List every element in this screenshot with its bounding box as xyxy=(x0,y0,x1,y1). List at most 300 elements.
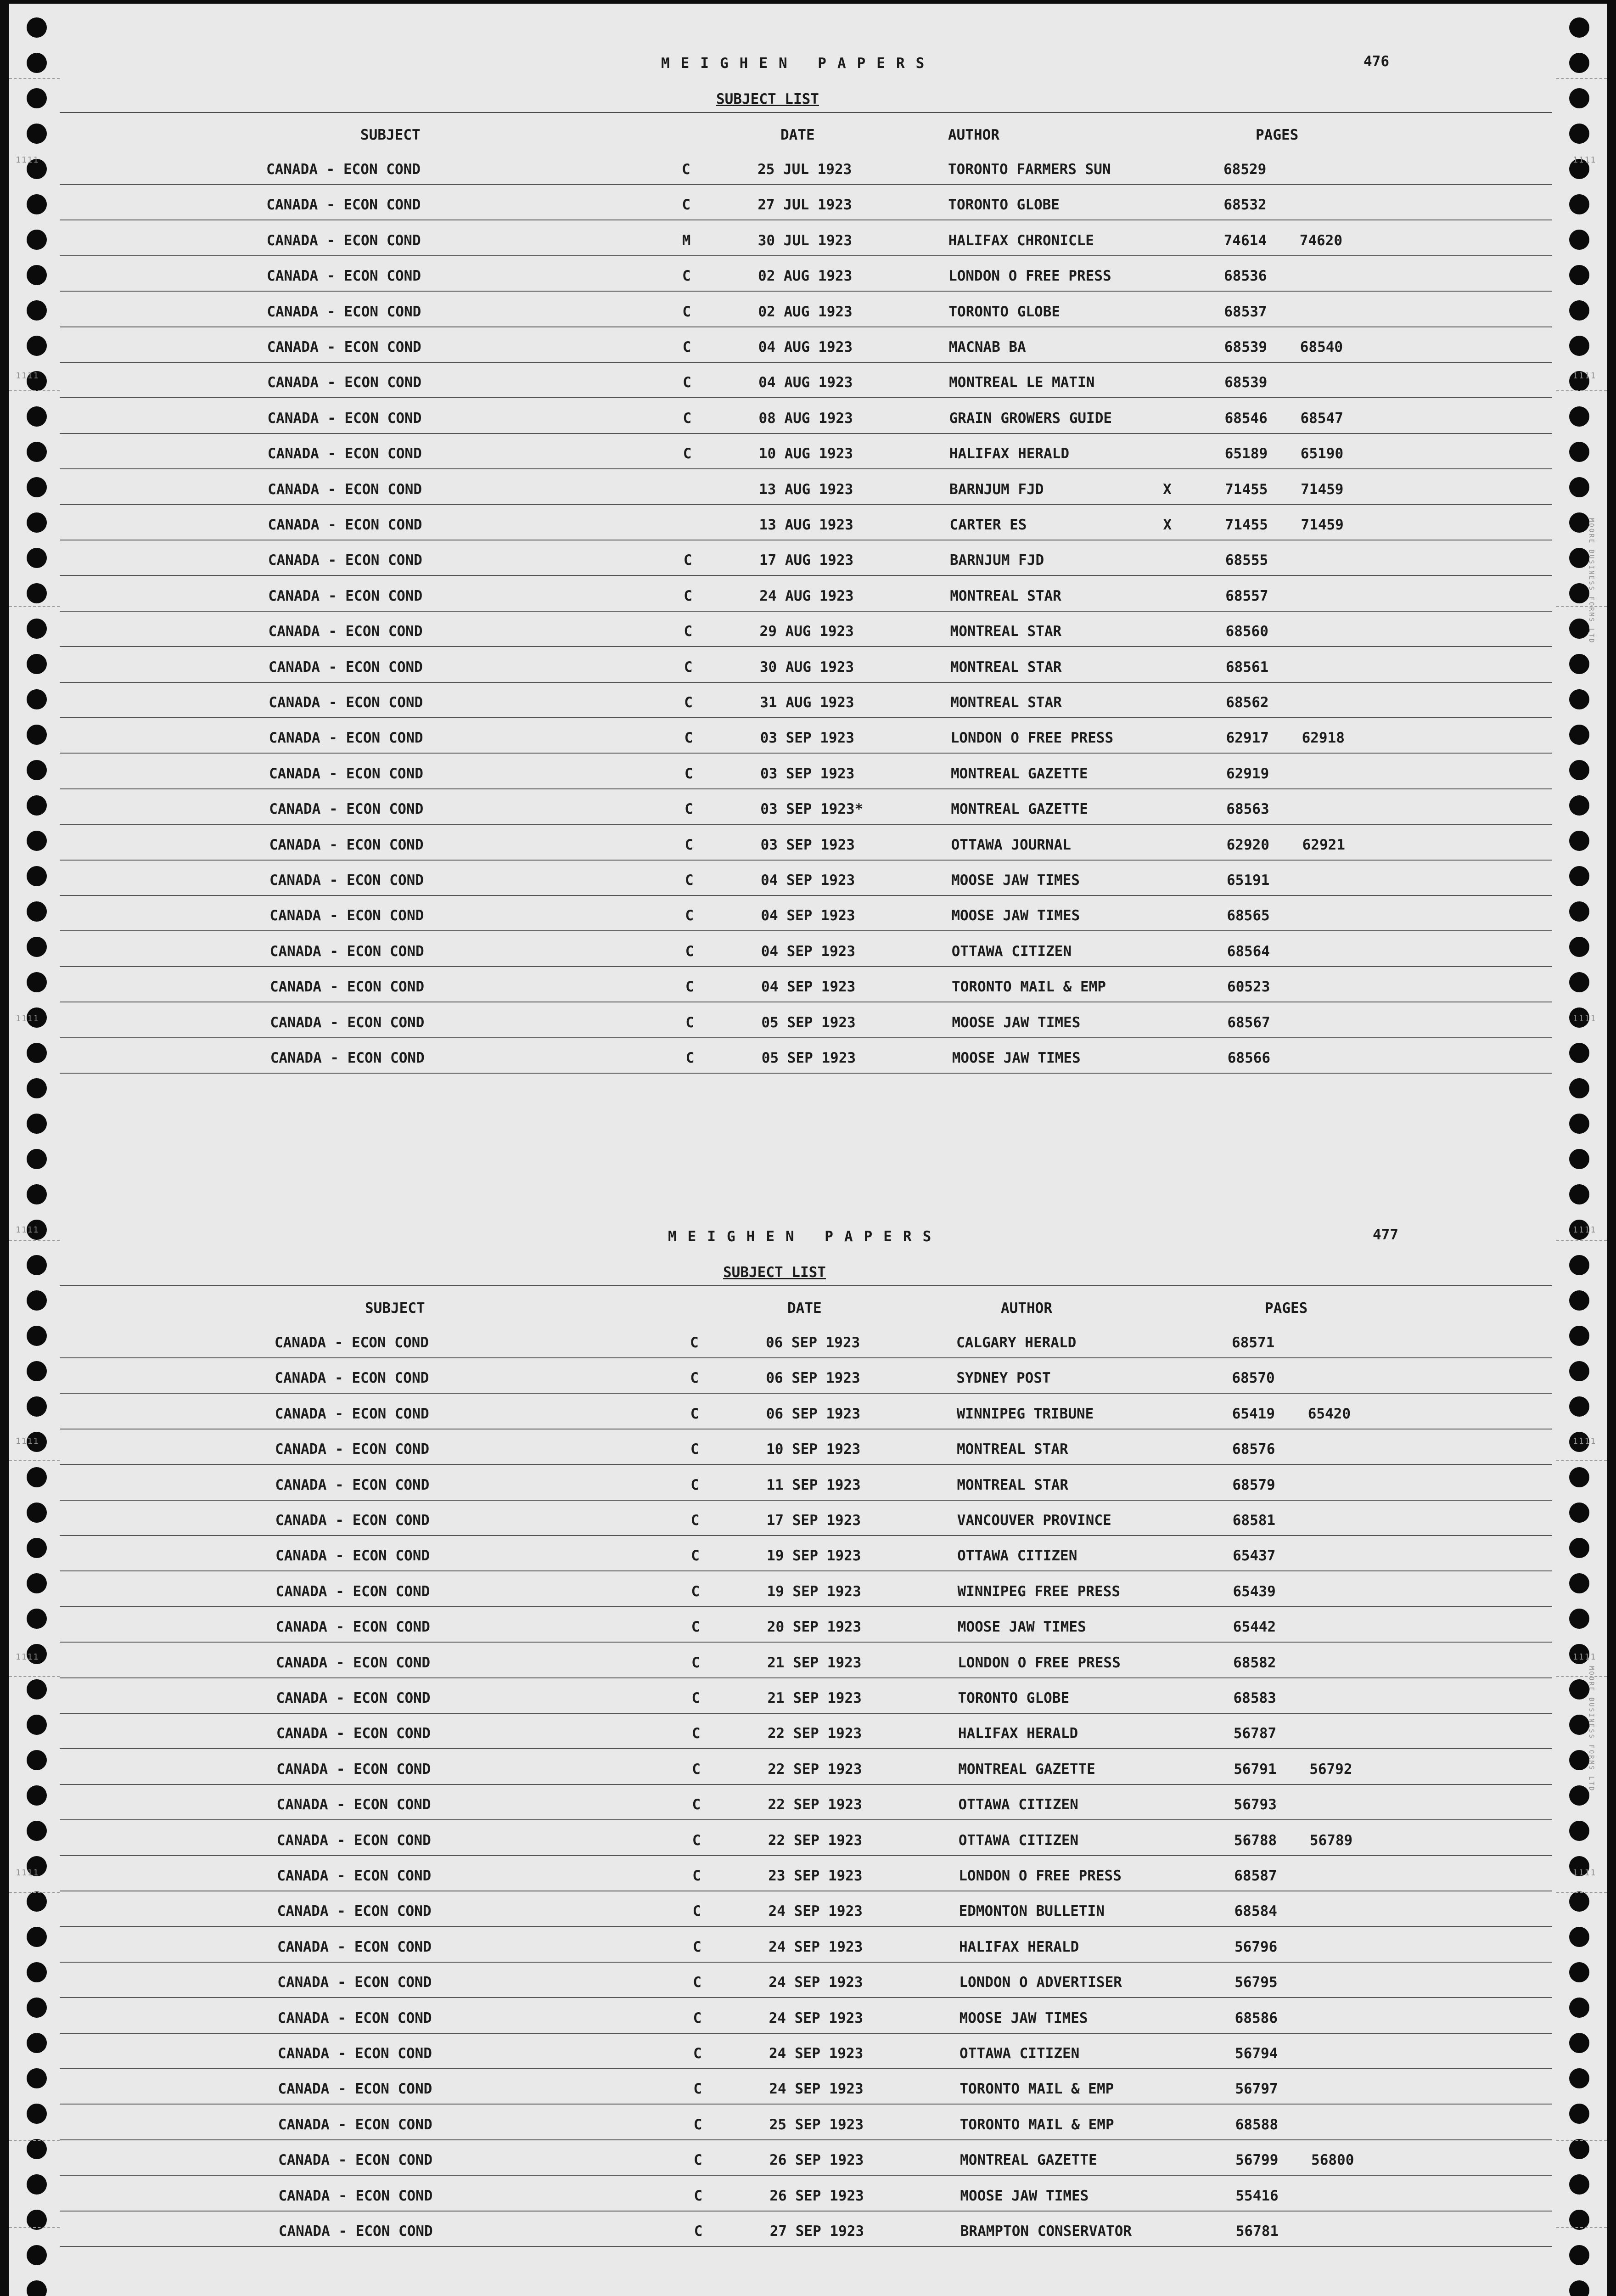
code-cell: C xyxy=(692,1903,701,1920)
sprocket-hole xyxy=(1569,795,1589,816)
table-row xyxy=(60,1927,1552,1963)
subject-cell: CANADA - ECON COND xyxy=(276,1654,431,1671)
code-cell: C xyxy=(682,339,691,355)
table-row xyxy=(60,505,1552,540)
sprocket-hole xyxy=(1569,124,1589,144)
subject-cell: CANADA - ECON COND xyxy=(268,658,423,675)
sprocket-hole xyxy=(27,937,47,957)
sprocket-hole xyxy=(1569,1927,1589,1947)
subject-list-title: SUBJECT LIST xyxy=(716,91,819,107)
list-page-476 xyxy=(60,4,1552,1179)
sprocket-hole xyxy=(1569,1962,1589,1982)
code-cell: C xyxy=(684,730,693,747)
sprocket-hole xyxy=(27,972,47,992)
table-row xyxy=(60,221,1552,256)
sprocket-hole xyxy=(1569,1290,1589,1311)
pages-header: PAGES xyxy=(1256,127,1299,143)
page-end-cell: 56792 xyxy=(1309,1761,1352,1778)
page-start-cell: 68570 xyxy=(1232,1370,1275,1387)
subject-cell: CANADA - ECON COND xyxy=(269,943,424,960)
table-row xyxy=(60,754,1552,789)
sprocket-hole xyxy=(1569,1149,1589,1169)
table-row xyxy=(60,1678,1552,1714)
page-start-cell: 68532 xyxy=(1223,197,1267,214)
sprocket-hole xyxy=(27,548,47,568)
code-cell: C xyxy=(684,765,693,782)
sprocket-hole xyxy=(1569,901,1589,922)
sprocket-hole xyxy=(1569,230,1589,250)
author-cell: OTTAWA CITIZEN xyxy=(951,943,1072,960)
subject-cell: CANADA - ECON COND xyxy=(269,801,424,818)
code-cell: C xyxy=(692,1868,701,1884)
sprocket-hole xyxy=(1569,725,1589,745)
date-cell: 24 SEP 1923 xyxy=(768,1938,863,1955)
sprocket-hole xyxy=(1569,831,1589,851)
edge-mark: 1111 xyxy=(16,1225,39,1235)
page-start-cell: 65191 xyxy=(1227,872,1270,889)
code-cell: C xyxy=(685,801,693,818)
page-start-cell: 56781 xyxy=(1235,2223,1279,2240)
page-start-cell: 65442 xyxy=(1233,1619,1276,1636)
author-header: AUTHOR xyxy=(1001,1300,1052,1317)
flag-cell: X xyxy=(1163,517,1172,533)
code-cell: C xyxy=(693,2116,702,2133)
subject-cell: CANADA - ECON COND xyxy=(270,979,424,996)
author-cell: MONTREAL GAZETTE xyxy=(960,2152,1097,2169)
printout-sheet xyxy=(9,4,1607,2296)
page-start-cell: 56791 xyxy=(1234,1761,1277,1778)
subject-cell: CANADA - ECON COND xyxy=(267,410,422,427)
subject-cell: CANADA - ECON COND xyxy=(267,303,421,320)
date-cell: 24 SEP 1923 xyxy=(769,1974,863,1991)
table-row xyxy=(60,1750,1552,1785)
code-cell: C xyxy=(693,1974,701,1991)
sprocket-hole xyxy=(27,1467,47,1487)
code-cell: C xyxy=(691,1690,701,1706)
page-start-cell: 71455 xyxy=(1225,517,1268,533)
sprocket-hole xyxy=(27,1290,47,1311)
date-header: DATE xyxy=(787,1300,822,1317)
date-cell: 31 AUG 1923 xyxy=(760,694,854,711)
table-row xyxy=(60,1607,1552,1643)
table-row xyxy=(60,470,1552,505)
subject-cell: CANADA - ECON COND xyxy=(269,872,424,889)
page-start-cell: 68582 xyxy=(1233,1654,1276,1671)
subject-cell: CANADA - ECON COND xyxy=(275,1619,430,1636)
sprocket-hole xyxy=(1569,866,1589,886)
sprocket-hole xyxy=(1569,442,1589,462)
code-cell: C xyxy=(685,1050,695,1066)
table-row xyxy=(60,1358,1552,1394)
sprocket-hole xyxy=(27,1396,47,1417)
sprocket-hole xyxy=(1569,2104,1589,2124)
subject-cell: CANADA - ECON COND xyxy=(275,1441,429,1458)
sprocket-hole xyxy=(1569,1609,1589,1629)
author-cell: MOOSE JAW TIMES xyxy=(960,2187,1089,2204)
sprocket-hole xyxy=(1569,1821,1589,1841)
page-end-cell: 65190 xyxy=(1300,445,1344,462)
page-end-cell: 68540 xyxy=(1300,339,1343,355)
page-end-cell: 56789 xyxy=(1309,1832,1353,1849)
author-cell: LONDON O FREE PRESS xyxy=(959,1868,1122,1884)
date-cell: 19 SEP 1923 xyxy=(767,1583,861,1600)
page-start-cell: 62919 xyxy=(1226,765,1269,782)
code-cell: C xyxy=(693,2081,702,2098)
author-cell: MONTREAL STAR xyxy=(950,587,1061,604)
page-start-cell: 68555 xyxy=(1225,552,1268,569)
code-cell: C xyxy=(690,1512,700,1529)
code-cell: C xyxy=(690,1441,699,1458)
sprocket-hole xyxy=(1569,1396,1589,1417)
date-cell: 17 SEP 1923 xyxy=(766,1512,861,1529)
sprocket-hole xyxy=(27,901,47,922)
subject-cell: CANADA - ECON COND xyxy=(268,517,422,533)
perforation-mark xyxy=(1556,78,1607,79)
sprocket-hole xyxy=(27,1927,47,1947)
date-cell: 08 AUG 1923 xyxy=(758,410,853,427)
author-cell: MOOSE JAW TIMES xyxy=(951,872,1080,889)
page-start-cell: 65189 xyxy=(1224,445,1268,462)
table-row xyxy=(60,1785,1552,1820)
perforation-mark xyxy=(1556,1892,1607,1893)
page-start-cell: 68539 xyxy=(1224,339,1268,355)
author-cell: MONTREAL GAZETTE xyxy=(950,765,1088,782)
author-cell: CARTER ES xyxy=(949,517,1027,533)
date-cell: 21 SEP 1923 xyxy=(767,1654,862,1671)
code-cell: C xyxy=(690,1405,699,1422)
edge-mark: 1111 xyxy=(1573,1225,1597,1235)
subject-cell: CANADA - ECON COND xyxy=(266,161,421,178)
sprocket-hole xyxy=(27,53,47,73)
code-cell: C xyxy=(682,303,691,320)
author-cell: TORONTO GLOBE xyxy=(958,1690,1070,1706)
author-cell: SYDNEY POST xyxy=(956,1370,1051,1387)
page-end-cell: 65420 xyxy=(1307,1405,1351,1422)
edge-mark: 1111 xyxy=(1573,1868,1597,1878)
table-row xyxy=(60,1038,1552,1074)
perforation-mark xyxy=(9,1460,60,1461)
subject-cell: CANADA - ECON COND xyxy=(277,1868,432,1884)
subject-cell: CANADA - ECON COND xyxy=(277,1903,432,1920)
date-cell: 04 AUG 1923 xyxy=(758,374,853,391)
subject-cell: CANADA - ECON COND xyxy=(275,1370,429,1387)
author-cell: OTTAWA CITIZEN xyxy=(957,1548,1077,1564)
perforation-mark xyxy=(9,78,60,79)
table-row xyxy=(60,2105,1552,2140)
papers-title: MEIGHEN PAPERS xyxy=(668,1228,943,1245)
table-row xyxy=(60,2034,1552,2069)
sprocket-hole xyxy=(1569,1573,1589,1593)
date-cell: 05 SEP 1923 xyxy=(761,1014,856,1031)
author-cell: BARNJUM FJD xyxy=(949,552,1044,569)
sprocket-hole xyxy=(27,1361,47,1381)
subject-cell: CANADA - ECON COND xyxy=(267,268,421,285)
date-header: DATE xyxy=(780,127,815,143)
subject-cell: CANADA - ECON COND xyxy=(268,552,422,569)
sprocket-hole xyxy=(1569,53,1589,73)
sprocket-hole xyxy=(27,230,47,250)
author-cell: LONDON O FREE PRESS xyxy=(958,1654,1121,1671)
sprocket-hole xyxy=(27,2139,47,2159)
sprocket-hole xyxy=(1569,689,1589,709)
page-start-cell: 56788 xyxy=(1234,1832,1277,1849)
sprocket-hole xyxy=(27,866,47,886)
author-cell: MOOSE JAW TIMES xyxy=(959,2009,1088,2026)
table-row xyxy=(60,399,1552,434)
page-start-cell: 68560 xyxy=(1225,623,1268,640)
table-row xyxy=(60,1465,1552,1501)
code-cell: C xyxy=(685,907,694,924)
date-cell: 23 SEP 1923 xyxy=(768,1868,863,1884)
sprocket-hole xyxy=(27,336,47,356)
page-start-cell: 65419 xyxy=(1232,1405,1275,1422)
sprocket-hole xyxy=(1569,1715,1589,1735)
author-cell: GRAIN GROWERS GUIDE xyxy=(949,410,1112,427)
page-end-cell: 74620 xyxy=(1299,232,1343,249)
sprocket-hole xyxy=(27,406,47,427)
author-cell: MONTREAL STAR xyxy=(950,658,1062,675)
subject-cell: CANADA - ECON COND xyxy=(276,1690,431,1706)
table-row xyxy=(60,683,1552,718)
subject-cell: CANADA - ECON COND xyxy=(278,2152,432,2169)
perforation-mark xyxy=(9,1676,60,1677)
subject-cell: CANADA - ECON COND xyxy=(277,1974,432,1991)
code-cell: C xyxy=(684,623,693,640)
sprocket-hole xyxy=(27,17,47,38)
author-cell: OTTAWA CITIZEN xyxy=(958,1832,1079,1849)
date-cell: 06 SEP 1923 xyxy=(766,1405,860,1422)
author-cell: CALGARY HERALD xyxy=(956,1334,1077,1351)
sprocket-hole xyxy=(1569,1043,1589,1063)
sprocket-hole xyxy=(27,1255,47,1275)
date-cell: 24 SEP 1923 xyxy=(769,2045,864,2062)
sprocket-hole xyxy=(1569,1750,1589,1770)
page-start-cell: 68529 xyxy=(1223,161,1267,178)
edge-mark: 1111 xyxy=(16,1436,39,1446)
subject-cell: CANADA - ECON COND xyxy=(266,197,421,214)
author-cell: TORONTO MAIL & EMP xyxy=(960,2081,1114,2098)
code-cell: C xyxy=(692,1761,701,1778)
subject-cell: CANADA - ECON COND xyxy=(275,1476,430,1493)
sprocket-hole xyxy=(27,2174,47,2195)
vendor-mark: MOORE BUSINESS FORMS LTD xyxy=(1588,518,1595,644)
subject-cell: CANADA - ECON COND xyxy=(276,1796,431,1813)
subject-cell: CANADA - ECON COND xyxy=(275,1334,429,1351)
sprocket-hole xyxy=(27,194,47,214)
table-row xyxy=(60,1998,1552,2034)
table-row xyxy=(60,540,1552,576)
page-start-cell: 68581 xyxy=(1232,1512,1276,1529)
sprocket-hole xyxy=(1569,265,1589,285)
code-cell: C xyxy=(693,2045,702,2062)
sprocket-hole xyxy=(27,300,47,321)
edge-mark: 1111 xyxy=(16,1868,39,1878)
page-start-cell: 68557 xyxy=(1225,587,1268,604)
header-rule xyxy=(60,1285,1552,1286)
sprocket-hole xyxy=(1569,1114,1589,1134)
author-header: AUTHOR xyxy=(948,127,999,143)
sprocket-hole xyxy=(27,1114,47,1134)
date-cell: 06 SEP 1923 xyxy=(766,1334,860,1351)
date-cell: 24 SEP 1923 xyxy=(769,2009,863,2026)
table-row xyxy=(60,2069,1552,2105)
date-cell: 03 SEP 1923 xyxy=(760,730,854,747)
sprocket-hole xyxy=(27,760,47,780)
page-start-cell: 68587 xyxy=(1234,1868,1277,1884)
code-cell: C xyxy=(691,1619,700,1636)
subject-cell: CANADA - ECON COND xyxy=(267,445,422,462)
code-cell: C xyxy=(691,1654,700,1671)
code-cell: C xyxy=(694,2152,702,2169)
perforation-mark xyxy=(9,2140,60,2141)
table-row xyxy=(60,185,1552,220)
edge-mark: 1111 xyxy=(16,155,39,165)
table-row xyxy=(60,718,1552,754)
code-cell: C xyxy=(691,1548,700,1564)
sprocket-hole xyxy=(27,1962,47,1982)
sprocket-hole xyxy=(1569,1679,1589,1699)
sprocket-hole xyxy=(27,265,47,285)
sprocket-hole xyxy=(27,831,47,851)
sprocket-hole xyxy=(1569,1998,1589,2018)
page-start-cell: 68563 xyxy=(1226,801,1269,818)
table-row xyxy=(60,327,1552,363)
author-cell: LONDON O FREE PRESS xyxy=(948,268,1111,285)
sprocket-hole xyxy=(27,1184,47,1204)
page-start-cell: 68567 xyxy=(1227,1014,1270,1031)
subject-cell: CANADA - ECON COND xyxy=(278,2187,433,2204)
author-cell: MONTREAL STAR xyxy=(950,623,1062,640)
page-end-cell: 68547 xyxy=(1300,410,1343,427)
date-cell: 22 SEP 1923 xyxy=(768,1796,862,1813)
row-rule xyxy=(60,2246,1552,2247)
table-row xyxy=(60,1891,1552,1927)
page-start-cell: 68539 xyxy=(1224,374,1268,391)
subject-cell: CANADA - ECON COND xyxy=(269,765,423,782)
page-start-cell: 68561 xyxy=(1225,658,1269,675)
perforation-mark xyxy=(9,606,60,607)
code-cell: C xyxy=(694,2187,703,2204)
perforation-mark xyxy=(1556,1676,1607,1677)
sprocket-hole xyxy=(27,689,47,709)
code-cell: C xyxy=(684,658,693,675)
author-cell: HALIFAX HERALD xyxy=(958,1725,1078,1742)
sprocket-hole xyxy=(1569,972,1589,992)
table-row xyxy=(60,292,1552,327)
date-cell: 27 SEP 1923 xyxy=(769,2223,864,2240)
page-start-cell: 65437 xyxy=(1233,1548,1276,1564)
table-row xyxy=(60,896,1552,931)
author-cell: MOOSE JAW TIMES xyxy=(952,1014,1081,1031)
sprocket-hole xyxy=(27,442,47,462)
list-page-477 xyxy=(60,1177,1552,2296)
edge-mark: 1111 xyxy=(1573,371,1597,381)
page-start-cell: 68583 xyxy=(1233,1690,1276,1706)
table-row xyxy=(60,1394,1552,1429)
table-row xyxy=(60,825,1552,861)
date-cell: 29 AUG 1923 xyxy=(759,623,854,640)
header-rule xyxy=(60,112,1552,113)
subject-header: SUBJECT xyxy=(365,1300,425,1317)
author-cell: TORONTO FARMERS SUN xyxy=(948,161,1111,178)
page-start-cell: 68584 xyxy=(1234,1903,1277,1920)
sprocket-hole xyxy=(1569,2280,1589,2296)
table-row xyxy=(60,576,1552,612)
left-tractor-strip xyxy=(9,4,60,2296)
sprocket-hole xyxy=(27,1538,47,1558)
sprocket-hole xyxy=(1569,1326,1589,1346)
papers-title: MEIGHEN PAPERS xyxy=(661,55,936,72)
code-cell: C xyxy=(683,445,692,462)
sprocket-hole xyxy=(27,477,47,497)
sprocket-hole xyxy=(1569,2139,1589,2159)
author-cell: EDMONTON BULLETIN xyxy=(959,1903,1105,1920)
table-row xyxy=(60,789,1552,825)
sprocket-hole xyxy=(1569,1361,1589,1381)
row-rule xyxy=(60,1073,1552,1074)
sprocket-hole xyxy=(27,1609,47,1629)
subject-cell: CANADA - ECON COND xyxy=(278,2045,432,2062)
author-cell: LONDON O ADVERTISER xyxy=(959,1974,1122,1991)
code-cell: C xyxy=(690,1370,699,1387)
author-cell: MOOSE JAW TIMES xyxy=(957,1619,1086,1636)
code-cell: C xyxy=(692,1938,701,1955)
code-cell: C xyxy=(685,836,694,853)
subject-cell: CANADA - ECON COND xyxy=(266,232,421,249)
table-row xyxy=(60,2140,1552,2176)
sprocket-hole xyxy=(27,654,47,674)
author-cell: OTTAWA CITIZEN xyxy=(960,2045,1080,2062)
date-cell: 30 AUG 1923 xyxy=(759,658,854,675)
code-cell: C xyxy=(690,1334,699,1351)
sprocket-hole xyxy=(27,1078,47,1098)
sprocket-hole xyxy=(27,2280,47,2296)
sprocket-hole xyxy=(1569,937,1589,957)
page-number: 477 xyxy=(1373,1227,1398,1243)
sprocket-hole xyxy=(27,583,47,603)
date-cell: 03 SEP 1923 xyxy=(760,765,855,782)
code-cell: C xyxy=(682,197,691,214)
author-cell: MONTREAL STAR xyxy=(957,1441,1068,1458)
code-cell: C xyxy=(693,2009,702,2026)
page-start-cell: 56794 xyxy=(1235,2045,1278,2062)
page-start-cell: 62917 xyxy=(1226,730,1269,747)
date-cell: 02 AUG 1923 xyxy=(758,303,853,320)
vendor-mark: MOORE BUSINESS FORMS LTD xyxy=(1588,1666,1595,1792)
date-cell: 22 SEP 1923 xyxy=(768,1761,862,1778)
page-end-cell: 71459 xyxy=(1301,517,1344,533)
date-cell: 13 AUG 1923 xyxy=(759,517,853,533)
date-cell: 27 JUL 1923 xyxy=(758,197,852,214)
code-cell: C xyxy=(690,1476,700,1493)
author-cell: HALIFAX HERALD xyxy=(959,1938,1079,1955)
code-cell: C xyxy=(682,268,691,285)
table-row xyxy=(60,434,1552,469)
code-cell: C xyxy=(682,161,690,178)
page-number: 476 xyxy=(1364,53,1389,70)
date-cell: 10 AUG 1923 xyxy=(758,445,853,462)
sprocket-hole xyxy=(27,1785,47,1806)
subject-cell: CANADA - ECON COND xyxy=(278,2081,432,2098)
subject-cell: CANADA - ECON COND xyxy=(269,694,423,711)
author-cell: HALIFAX CHRONICLE xyxy=(948,232,1094,249)
perforation-mark xyxy=(1556,1460,1607,1461)
perforation-mark xyxy=(9,1240,60,1241)
sprocket-hole xyxy=(27,1891,47,1912)
sprocket-hole xyxy=(27,1149,47,1169)
table-row xyxy=(60,612,1552,647)
page-start-cell: 56795 xyxy=(1234,1974,1278,1991)
